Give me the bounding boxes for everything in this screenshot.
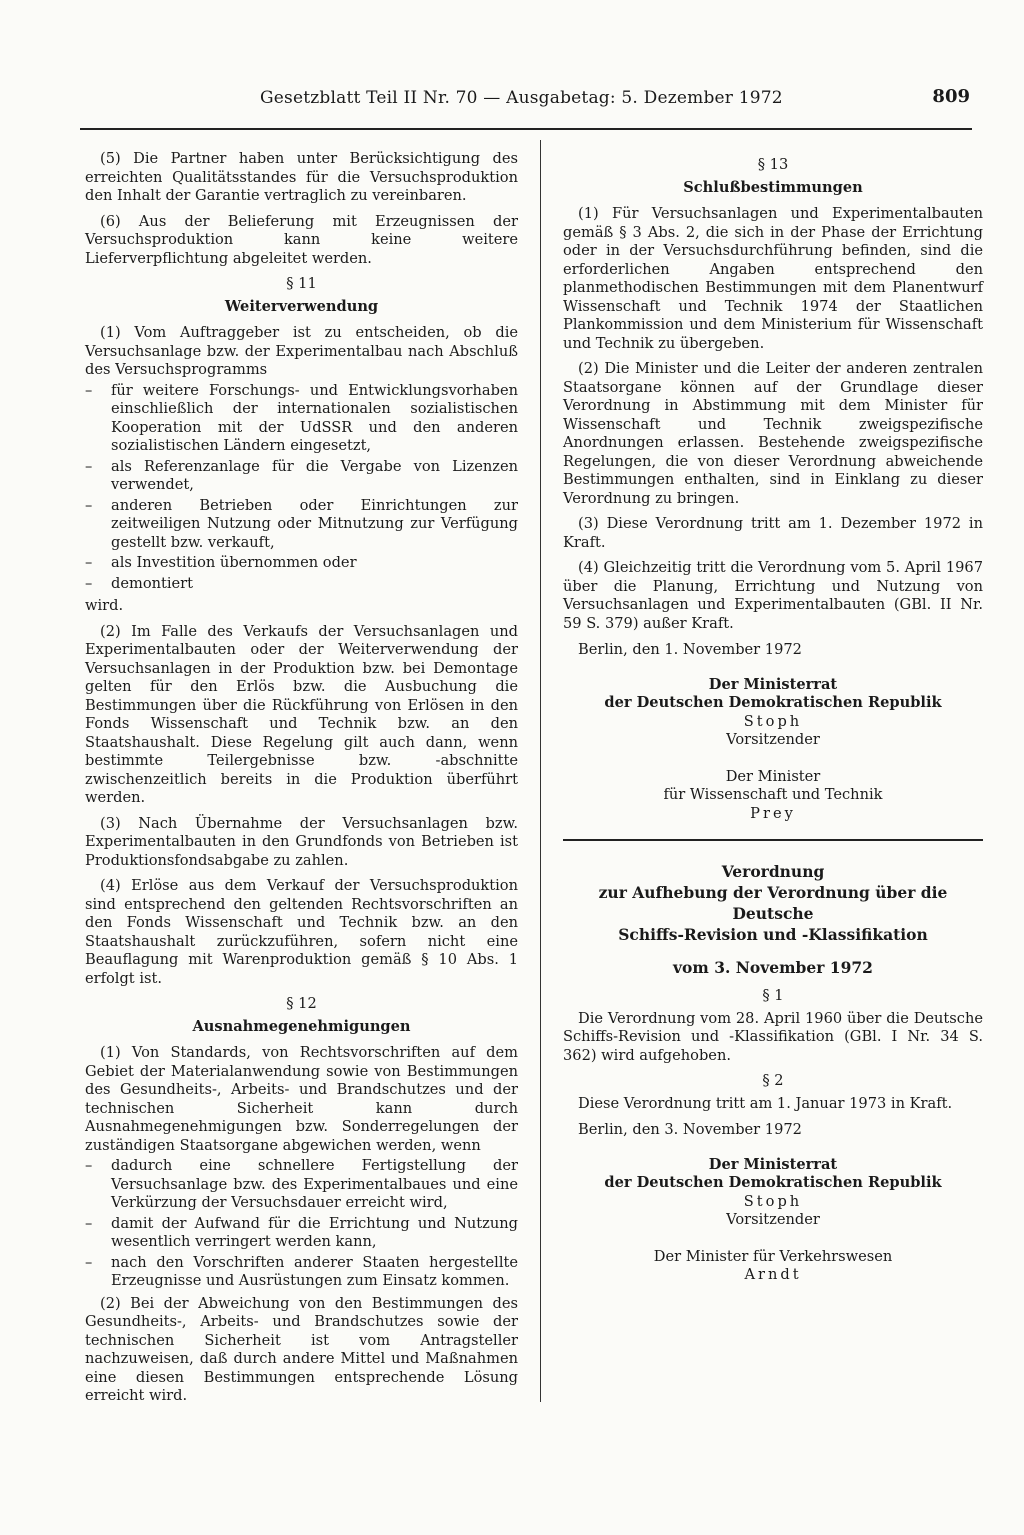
- signature-org-line-2: der Deutschen Demokratischen Republik: [604, 694, 942, 711]
- paragraph-s12-1: (1) Von Standards, von Rechtsvorschriften auf dem Gebiet der Materialanwendung sowie von Bestimmungen des Gesundheits-, Arbeits- und Brandschutzes und der technischen Sicherheit kann durch Ausnahmegenehmigungen bzw. Sonderregelungen der zuständigen Staatsorgane abgewichen werden, wenn: [85, 1044, 518, 1154]
- paragraph-s13-1: (1) Für Versuchsanlagen und Experimentalbauten gemäß § 3 Abs. 2, die sich in der Phase der Errichtung oder in der Versuchsdurchführung befinden, sind die erforderlichen Angaben entsprechend den planmethodischen Bestimmungen mit dem Planentwurf Wissenschaft und Technik 1974 der Staatlichen Plankommission und dem Ministerium für Wissenschaft und Technik zu übergeben.: [563, 205, 983, 352]
- section-12-number: § 12: [286, 995, 317, 1012]
- minister-name: Prey: [750, 804, 796, 822]
- paragraph-s11-3: (3) Nach Übernahme der Versuchsanlagen bzw. Experimentalbauten in den Grundfonds von Betrieben ist Produktionsfondsabgabe zu zahlen.: [85, 814, 518, 869]
- paragraph-s10-5: (5) Die Partner haben unter Berücksichtigung des erreichten Qualitätsstandes für die Versuchsproduktion den Inhalt der Garantie vertraglich zu vereinbaren.: [85, 150, 518, 204]
- ordinance-date: vom 3. November 1972: [673, 957, 873, 977]
- header-title: Gesetzblatt Teil II Nr. 70 — Ausgabetag: 5. Dezember 1972: [260, 88, 783, 108]
- list-item: – dadurch eine schnellere Fertigstellung der Versuchsanlage bzw. des Experimentalbaues und eine Verkürzung der Versuchsdauer erreicht wird,: [85, 1157, 518, 1213]
- section-12-title: Ausnahmegenehmigungen: [192, 1017, 411, 1035]
- signature-org-line-1: Der Ministerrat: [708, 675, 838, 693]
- place-date-1: Berlin, den 1. November 1972: [578, 641, 802, 658]
- paragraph-s13-4: (4) Gleichzeitig tritt die Verordnung vom 5. April 1967 über die Planung, Errichtung und Nutzung von Versuchsanlagen und Experimentalbauten (GBl. II Nr. 59 S. 379) außer Kraft.: [563, 559, 983, 632]
- paragraph-s13-3: (3) Diese Verordnung tritt am 1. Dezember 1972 in Kraft.: [563, 515, 983, 551]
- list-item: – nach den Vorschriften anderer Staaten hergestellte Erzeugnisse und Ausrüstungen zum Einsatz kommen.: [85, 1254, 518, 1291]
- signatory-name: Stoph: [743, 1192, 803, 1210]
- list-item: – für weitere Forschungs- und Entwicklungsvorhaben einschließlich der internationalen sozialistischen Kooperation mit der UdSSR und den anderen sozialistischen Ländern eingesetzt,: [85, 382, 518, 456]
- minister-name: Arndt: [744, 1266, 802, 1283]
- paragraph-s12-2: (2) Bei der Abweichung von den Bestimmungen des Gesundheits-, Arbeits- und Brandschutzes sowie der technischen Sicherheit ist vom Antragsteller nachzuweisen, daß durch andere Mittel und Maßnahmen eine diesen Bestimmungen entsprechende Lösung erreicht wird.: [85, 1294, 518, 1404]
- list-item: – demontiert: [85, 575, 518, 594]
- list-item: – als Referenzanlage für die Vergabe von Lizenzen verwendet,: [85, 458, 518, 495]
- section-13-number: § 13: [757, 156, 789, 173]
- column-divider: [540, 140, 541, 1402]
- section-11-number: § 11: [286, 275, 317, 292]
- signature-org-line-2: der Deutschen Demokratischen Republik: [604, 1174, 942, 1191]
- list-item: – als Investition übernommen oder: [85, 554, 518, 573]
- paragraph-s11-1: (1) Vom Auftraggeber ist zu entscheiden, ob die Versuchsanlage bzw. der Experimentalbau nach Abschluß des Versuchsprogramms: [85, 324, 518, 378]
- ordinance-title-line-3: Schiffs-Revision und -Klassifikation: [618, 924, 928, 944]
- ordinance-title-line-1: Verordnung: [721, 861, 825, 881]
- signatory-role: Vorsitzender: [726, 1211, 820, 1228]
- document-separator: [563, 839, 983, 841]
- s11-wird: wird.: [85, 597, 124, 614]
- s11-list: [85, 382, 518, 594]
- page-header: [80, 88, 970, 124]
- ordinance-section-1-text: Die Verordnung vom 28. April 1960 über die Deutsche Schiffs-Revision und -Klassifikation (GBl. I Nr. 34 S. 362) wird aufgehoben.: [563, 1009, 983, 1064]
- ordinance-section-2-number: § 2: [762, 1072, 784, 1089]
- ordinance-section-2-text: Diese Verordnung tritt am 1. Januar 1973 in Kraft.: [578, 1094, 953, 1112]
- header-rule: [80, 128, 972, 130]
- paragraph-s10-6: (6) Aus der Belieferung mit Erzeugnissen der Versuchsproduktion kann keine weitere Lieferverpflichtung abgeleitet werden.: [85, 212, 518, 267]
- signatory-role: Vorsitzender: [726, 731, 820, 748]
- section-11-title: Weiterverwendung: [224, 297, 379, 315]
- s12-list: [85, 1157, 518, 1291]
- paragraph-s11-4: (4) Erlöse aus dem Verkauf der Versuchsproduktion sind entsprechend den geltenden Rechtsvorschriften an den Fonds Wissenschaft und Technik bzw. an den Staatshaushalt zurückzuführen, sofern nicht eine Beauflagung mit Warenproduktion gemäß § 10 Abs. 1 erfolgt ist.: [85, 877, 518, 987]
- signatory-name: Stoph: [743, 712, 803, 730]
- place-date-2: Berlin, den 3. November 1972: [578, 1121, 802, 1138]
- section-13-title: Schlußbestimmungen: [683, 178, 863, 196]
- left-column: [85, 150, 518, 1413]
- right-column: [563, 150, 983, 1285]
- minister-line: Der Minister für Verkehrswesen: [653, 1247, 893, 1265]
- signature-org-line-1: Der Ministerrat: [708, 1155, 838, 1173]
- page-number: 809: [932, 86, 970, 107]
- list-item: – anderen Betrieben oder Einrichtungen zur zeitweiligen Nutzung oder Mitnutzung zur Verfügung gestellt bzw. verkauft,: [85, 497, 518, 553]
- paragraph-s11-2: (2) Im Falle des Verkaufs der Versuchsanlagen und Experimentalbauten oder der Weiterverwendung der Versuchsanlagen in der Produktion bzw. bei Demontage gelten für den Erlös bzw. die Ausbuchung die Bestimmungen über die Rückführung von Erlösen in den Fonds Wissenschaft und Technik bzw. an den Staatshaushalt. Diese Regelung gilt auch dann, wenn bestimmte Teilergebnisse bzw. -abschnitte zwischenzeitlich bereits in die Produktion überführt werden.: [85, 622, 518, 806]
- list-item: – damit der Aufwand für die Errichtung und Nutzung wesentlich verringert werden kann,: [85, 1215, 518, 1252]
- minister-line-2: für Wissenschaft und Technik: [663, 786, 883, 803]
- ordinance-title-line-2: zur Aufhebung der Verordnung über die Deutsche: [598, 882, 948, 923]
- paragraph-s13-2: (2) Die Minister und die Leiter der anderen zentralen Staatsorgane können auf der Grundlage dieser Verordnung in Abstimmung mit dem Minister für Wissenschaft und Technik zweigspezifische Anordnungen erlassen. Bestehende zweigspezifische Regelungen, die von dieser Verordnung abweichende Bestimmungen enthalten, sind in Einklang zu dieser Verordnung zu bringen.: [563, 360, 983, 507]
- ordinance-section-1-number: § 1: [762, 987, 784, 1004]
- minister-line-1: Der Minister: [725, 767, 821, 785]
- ordinance-title: [563, 861, 983, 945]
